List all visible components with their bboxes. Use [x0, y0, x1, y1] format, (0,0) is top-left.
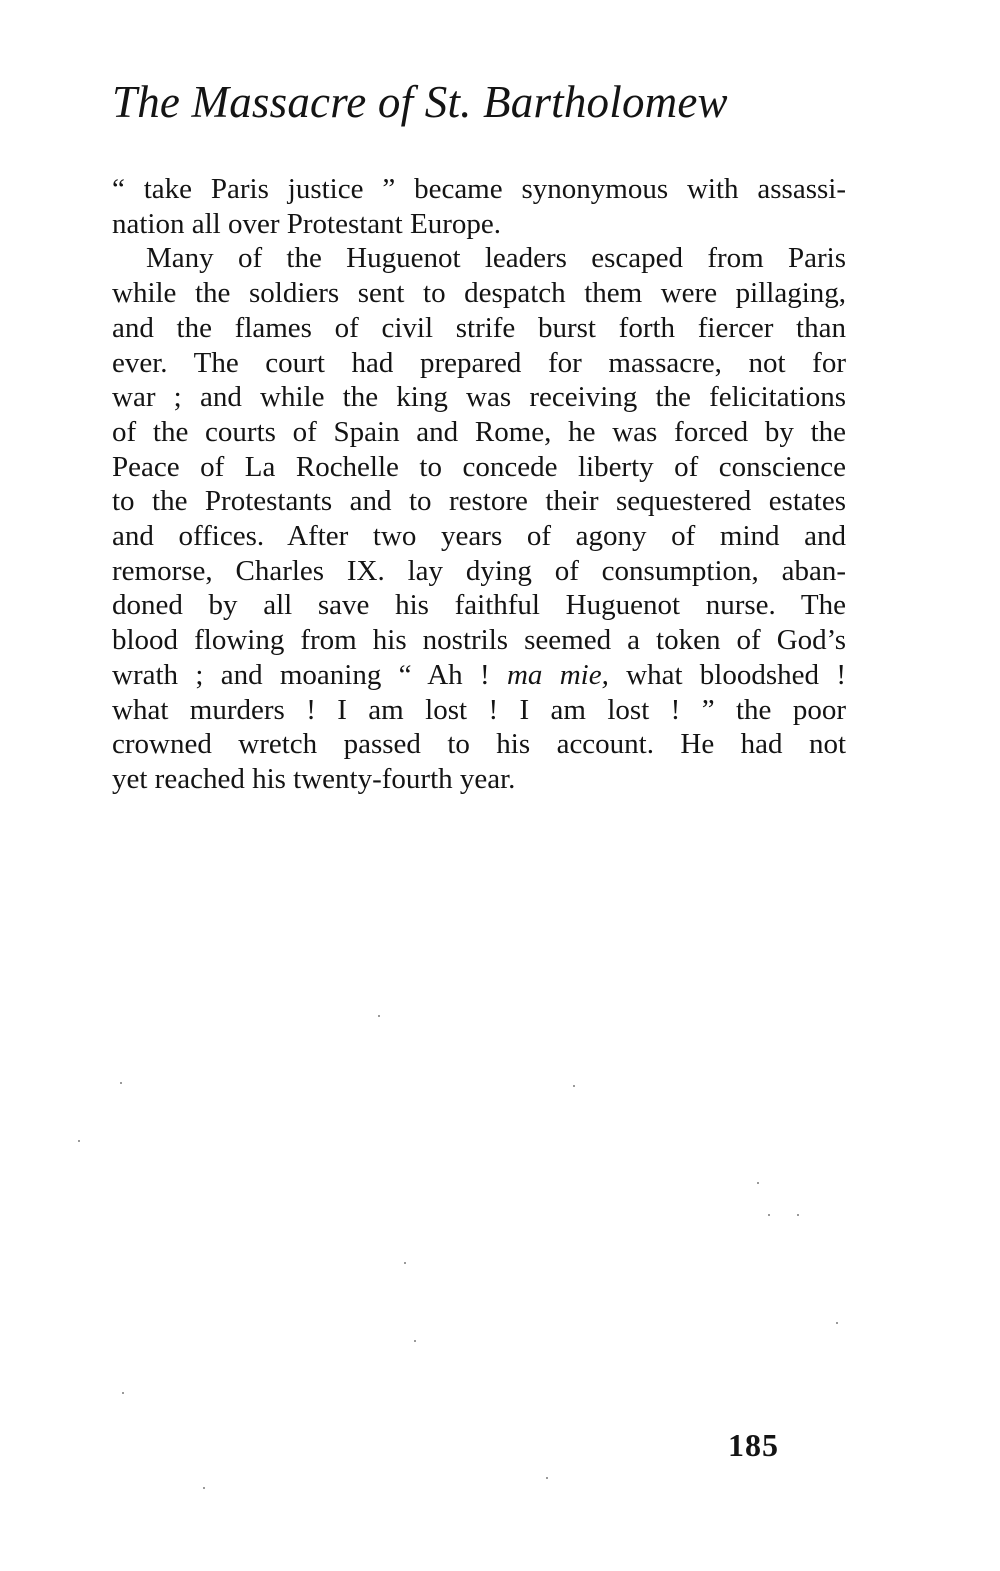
text-segment: what bloodshed !	[608, 658, 846, 691]
scan-speck	[414, 1340, 416, 1342]
text-line: Peace of La Rochelle to concede liberty of conscience	[112, 450, 846, 483]
text-line: and the flames of civil strife burst forth fiercer than	[112, 311, 846, 344]
text-line: blood flowing from his nostrils seemed a token of God’s	[112, 624, 846, 657]
text-line: Many of the Huguenot leaders escaped from Paris	[146, 242, 846, 275]
text-line: war ; and while the king was receiving the felicitations	[112, 381, 846, 414]
text-line: ever. The court had prepared for massacre, not for	[112, 346, 846, 379]
text-line: of the courts of Spain and Rome, he was forced by the	[112, 415, 846, 448]
scan-speck	[573, 1085, 575, 1087]
text-line: what murders ! I am lost ! I am lost ! ” the poor	[112, 693, 846, 726]
text-line: doned by all save his faithful Huguenot nurse. The	[112, 589, 846, 622]
scan-speck	[836, 1322, 838, 1324]
text-line: “ take Paris justice ” became synonymous with assassi-	[112, 173, 846, 205]
text-line-mixed	[112, 658, 846, 693]
running-head: The Massacre of St. Bartholomew	[112, 77, 728, 127]
text-segment: wrath ; and moaning “ Ah !	[112, 658, 507, 691]
scan-speck	[768, 1214, 770, 1216]
italic-phrase: ma mie,	[506, 658, 609, 691]
scan-speck	[78, 1140, 80, 1142]
scan-speck	[122, 1392, 124, 1394]
text-line: nation all over Protestant Europe.	[112, 207, 501, 240]
scan-speck	[404, 1262, 406, 1264]
text-line: while the soldiers sent to despatch them were pillaging,	[112, 277, 846, 310]
page-number: 185	[728, 1427, 779, 1463]
scan-speck	[203, 1487, 205, 1489]
scan-speck	[797, 1214, 799, 1216]
body-text	[112, 172, 846, 797]
text-line: to the Protestants and to restore their sequestered estates	[112, 485, 846, 518]
text-line: and offices. After two years of agony of mind and	[112, 520, 846, 553]
text-line: crowned wretch passed to his account. He had not	[112, 728, 846, 761]
scan-speck	[120, 1082, 122, 1084]
scan-speck	[378, 1015, 380, 1017]
text-line: yet reached his twenty-fourth year.	[112, 762, 516, 795]
scan-speck	[546, 1477, 548, 1479]
scan-speck	[757, 1182, 759, 1184]
text-line: remorse, Charles IX. lay dying of consumption, aban-	[112, 554, 846, 587]
